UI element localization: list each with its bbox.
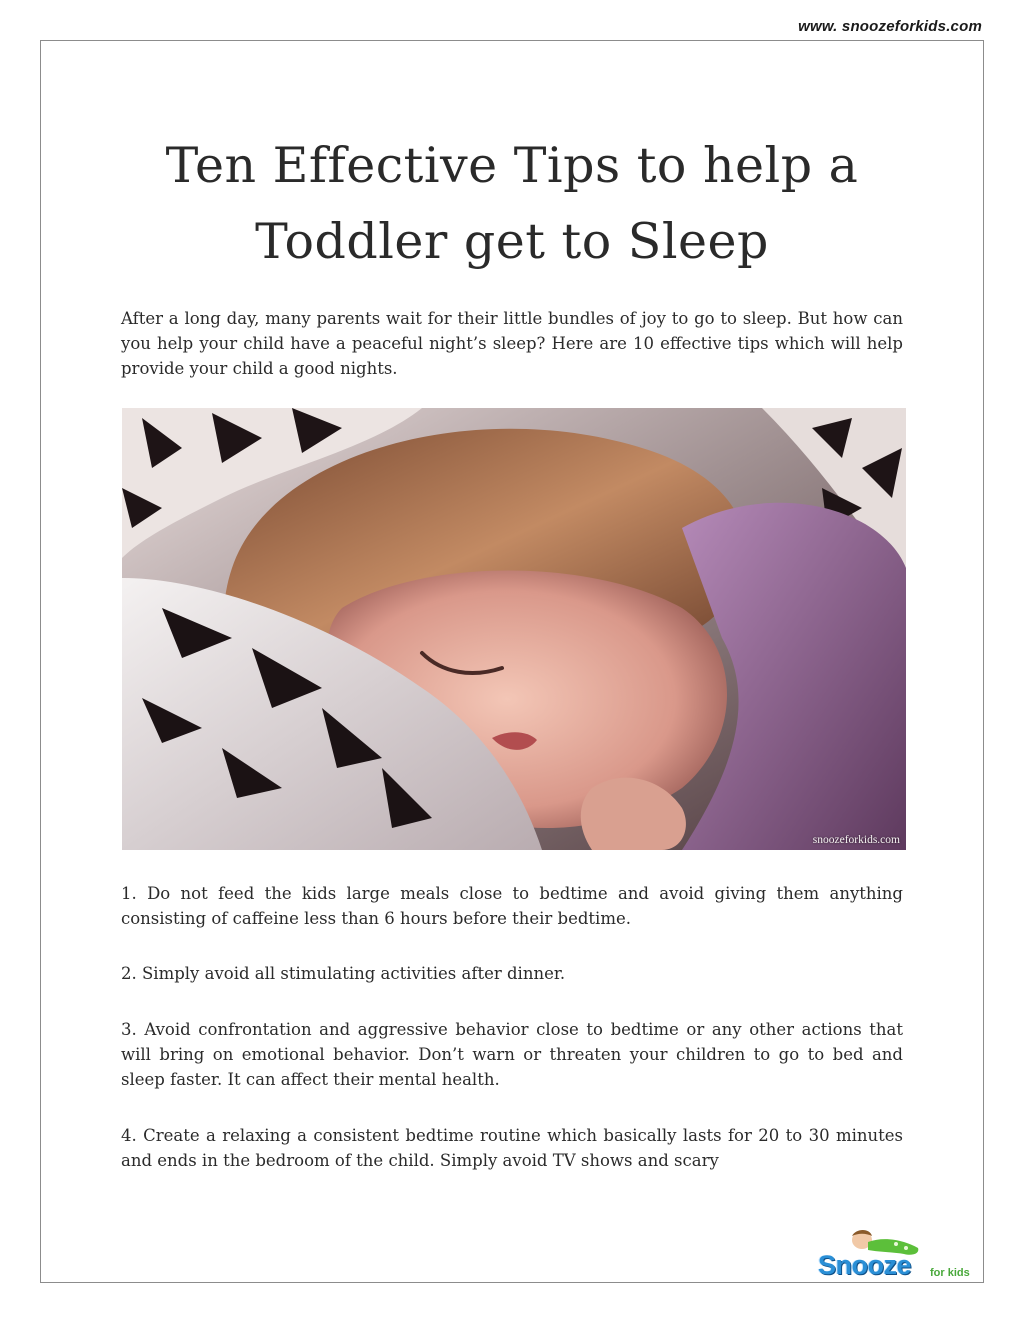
- snooze-logo[interactable]: [814, 1228, 974, 1284]
- logo-tagline: for kids: [930, 1267, 970, 1279]
- site-url[interactable]: www. snoozeforkids.com: [798, 18, 982, 35]
- tip-1: 1. Do not feed the kids large meals close to bedtime and avoid giving them anything consisting of caffeine less than 6 hours before their bedtime.: [121, 884, 903, 928]
- tip-3: 3. Avoid confrontation and aggressive behavior close to bedtime or any other actions that will bring on emotional behavior. Don’t warn or threaten your children to go to bed and sleep faster. It can affect their mental health.: [121, 1020, 903, 1089]
- tip-2: 2. Simply avoid all stimulating activities after dinner.: [121, 964, 566, 983]
- page-title: Ten Effective Tips to help a Toddler get to Sleep: [165, 137, 859, 270]
- intro-paragraph: After a long day, many parents wait for their little bundles of joy to go to sleep. But how can you help your child have a peaceful night’s sleep? Here are 10 effective tips which will help provide your child a good nights.: [121, 309, 903, 378]
- photo-watermark: snoozeforkids.com: [812, 834, 900, 846]
- sleeping-toddler-photo: [122, 408, 906, 850]
- photo-illustration: [122, 408, 906, 850]
- tip-4: 4. Create a relaxing a consistent bedtime routine which basically lasts for 20 to 30 minutes and ends in the bedroom of the child. Simply avoid TV shows and scary: [121, 1126, 903, 1170]
- logo-wordmark: Snooze: [818, 1250, 912, 1280]
